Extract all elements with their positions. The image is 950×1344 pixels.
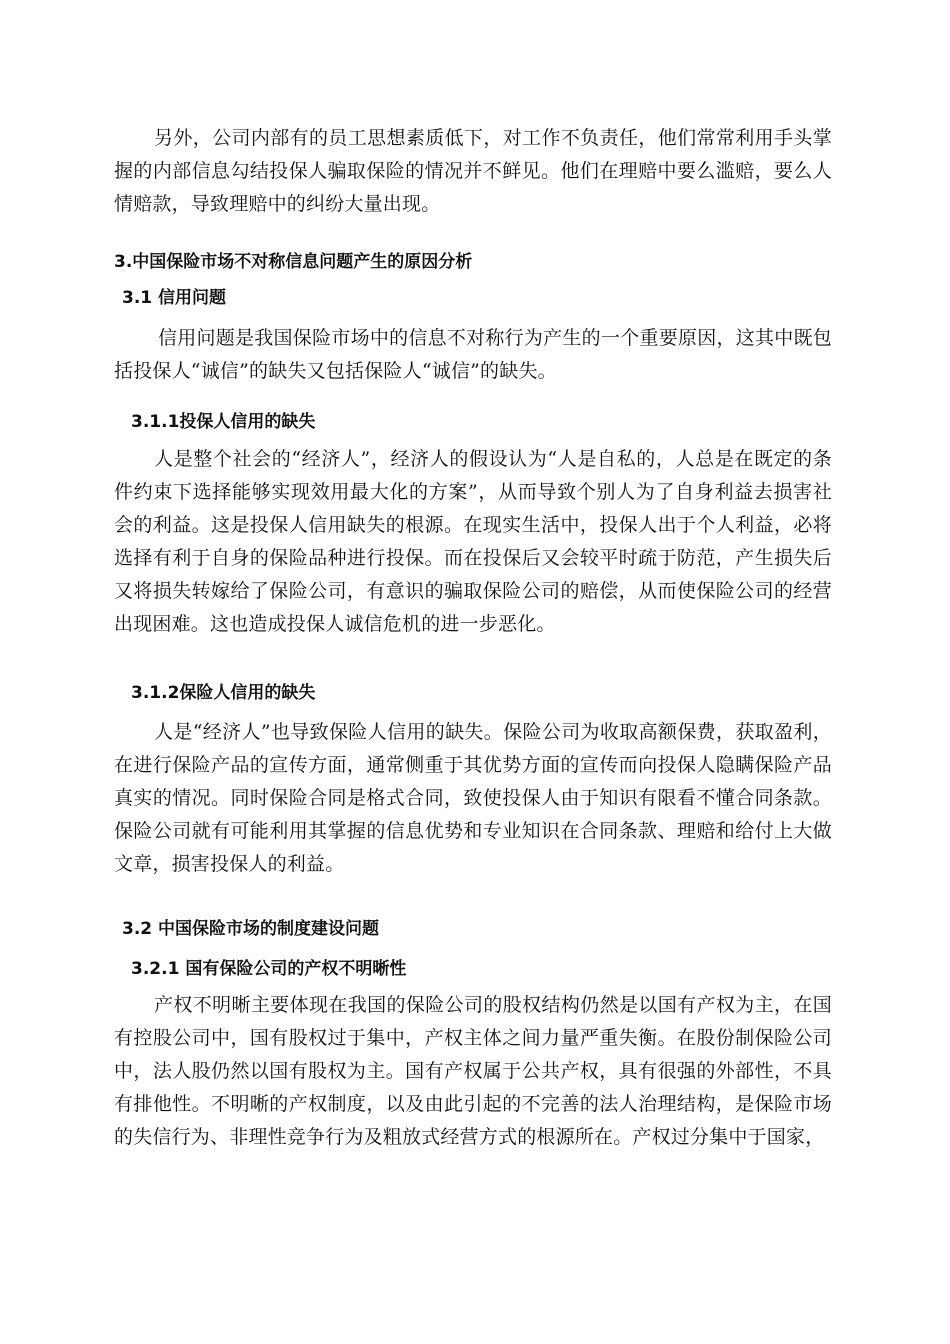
section-heading-3-2-1: 3.2.1 国有保险公司的产权不明晰性 bbox=[131, 959, 407, 979]
paragraph-3-1: 信用问题是我国保险市场中的信息不对称行为产生的一个重要原因，这其中既包括投保人“诚信”的缺失又包括保险人“诚信”的缺失。 bbox=[114, 327, 832, 382]
section-heading-3-1: 3.1 信用问题 bbox=[122, 288, 227, 308]
paragraph-3-1-2: 人是“经济人”也导致保险人信用的缺失。保险公司为收取高额保费，获取盈利，在进行保险产品的宣传方面，通常侧重于其优势方面的宣传而向投保人隐瞒保险产品真实的情况。同时保险合同是格式合同，致使投保人由于知识有限看不懂合同条款。保险公司就有可能利用其掌握的信息优势和专业知识在合同条款、理赔和给付上大做文章，损害投保人的利益。 bbox=[114, 721, 832, 875]
paragraph-3-2-1: 产权不明晰主要体现在我国的保险公司的股权结构仍然是以国有产权为主，在国有控股公司中，国有股权过于集中，产权主体之间力量严重失衡。在股份制保险公司中，法人股仍然以国有股权为主。国有产权属于公共产权，具有很强的外部性，不具有排他性。不明晰的产权制度，以及由此引起的不完善的法人治理结构，是保险市场的失信行为、非理性竞争行为及粗放式经营方式的根源所在。产权过分集中于国家， bbox=[114, 994, 832, 1148]
paragraph-intro: 另外，公司内部有的员工思想素质低下，对工作不负责任，他们常常利用手头掌握的内部信息勾结投保人骗取保险的情况并不鲜见。他们在理赔中要么滥赔，要么人情赔款，导致理赔中的纠纷大量出现。 bbox=[114, 127, 832, 215]
section-heading-3-1-1: 3.1.1投保人信用的缺失 bbox=[131, 412, 316, 432]
section-heading-3: 3.中国保险市场不对称信息问题产生的原因分析 bbox=[114, 252, 473, 272]
paragraph-3-1-1: 人是整个社会的“经济人”，经济人的假设认为“人是自私的，人总是在既定的条件约束下选择能够实现效用最大化的方案”，从而导致个别人为了自身利益去损害社会的利益。这是投保人信用缺失的根源。在现实生活中，投保人出于个人利益，必将选择有利于自身的保险品种进行投保。而在投保后又会较平时疏于防范，产生损失后又将损失转嫁给了保险公司，有意识的骗取保险公司的赔偿，从而使保险公司的经营出现困难。这也造成投保人诚信危机的进一步恶化。 bbox=[114, 448, 832, 635]
section-heading-3-2: 3.2 中国保险市场的制度建设问题 bbox=[122, 919, 380, 939]
section-heading-3-1-2: 3.1.2保险人信用的缺失 bbox=[131, 683, 316, 703]
